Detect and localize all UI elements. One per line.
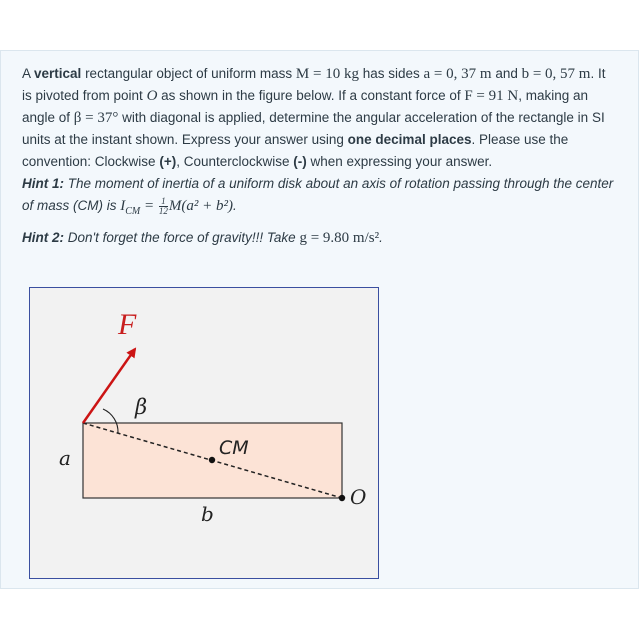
- force-label: F: [118, 308, 137, 341]
- hint-1: Hint 1: The moment of inertia of a uniform disk about an axis of rotation passing through the center of mass (CM) is $I_{CM}$ = $\frac{1}{12}$ M(a² + b²).: [22, 176, 614, 217]
- bold-decimals: one decimal places: [347, 132, 472, 147]
- point-o: O: [146, 88, 158, 104]
- force-expr: F = 91 N: [464, 88, 519, 104]
- force-arrow: [83, 349, 135, 423]
- side-a-expr: a = 0, 37 m: [423, 66, 492, 82]
- counterclockwise-sign: (-): [293, 154, 307, 169]
- cm-point: [209, 457, 215, 463]
- gravity-expr: g = 9.80 m/s²: [299, 230, 380, 246]
- fraction-1-12: $\frac{1}{12}$: [158, 196, 168, 217]
- side-b-label: b: [201, 502, 214, 526]
- side-b-expr: b = 0, 57 m: [521, 66, 591, 82]
- side-a-label: a: [59, 446, 71, 470]
- pivot-point: [339, 495, 345, 501]
- hint-2: Hint 2: Don't forget the force of gravity!!! Take g = 9.80 m/s².: [22, 230, 383, 246]
- figure-frame: [29, 287, 379, 579]
- bold-vertical: vertical: [34, 66, 82, 81]
- figure-diagram: [30, 288, 378, 578]
- cm-label: CM: [219, 437, 249, 459]
- problem-statement: A vertical rectangular object of uniform mass M = 10 kg has sides a = 0, 37 m and b = 0, 57 m. It is pivoted from point O as shown in the figure below. If a constant force of F = 91 N, making an angle of β = 37° with diagonal is applied, determine the angular acceleration of the rectangle in SI units at the instant shown. Express your answer using one decimal places. Please use the convention: Clockwise (+), Counterclockwise (-) when expressing your answer.: [22, 66, 606, 169]
- clockwise-sign: (+): [159, 154, 177, 169]
- problem-text: [22, 63, 618, 249]
- angle-expr: β = 37°: [73, 110, 119, 126]
- pivot-label: O: [350, 485, 367, 509]
- mass-expr: M = 10 kg: [295, 66, 359, 82]
- question-panel: [0, 50, 639, 589]
- hint-2-label: Hint 2:: [22, 230, 64, 245]
- angle-label: β: [135, 395, 148, 419]
- hint-1-label: Hint 1:: [22, 176, 64, 191]
